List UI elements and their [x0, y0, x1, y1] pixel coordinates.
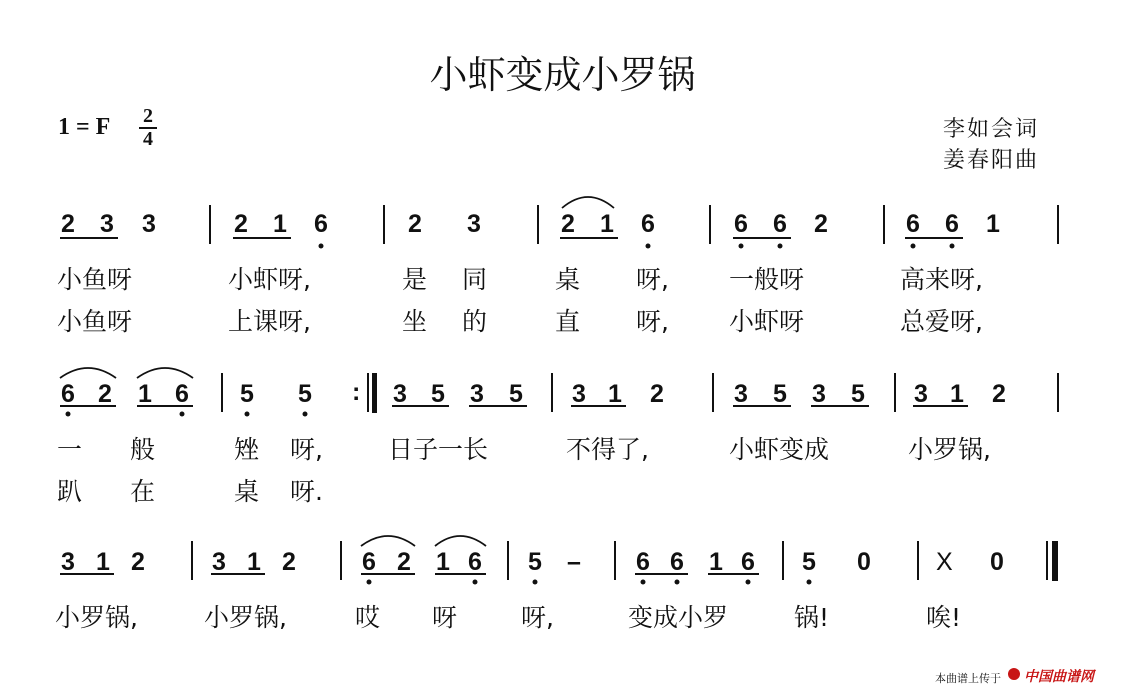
note: 3	[572, 380, 586, 408]
lyric: 呀,	[290, 435, 323, 464]
note: 2	[234, 210, 248, 238]
octave-dot	[911, 244, 916, 249]
note: 1	[138, 380, 152, 408]
note: 5	[851, 380, 865, 408]
octave-dot	[319, 244, 324, 249]
note: 2	[992, 380, 1006, 408]
lyric: 变成小罗	[628, 603, 729, 632]
note: 3	[212, 548, 226, 576]
song-title: 小虾变成小罗锅	[429, 53, 696, 97]
lyric: 唉!	[926, 603, 962, 632]
lyric: 一	[57, 435, 83, 464]
lyric: 呀	[432, 603, 458, 632]
octave-dot	[473, 580, 478, 585]
note: 2	[408, 210, 422, 238]
lyric: 一般呀	[729, 265, 805, 294]
note: 5	[509, 380, 523, 408]
note: 2	[814, 210, 828, 238]
note: 6	[362, 548, 376, 576]
lyric: 直	[555, 307, 581, 336]
lyric: 般	[130, 435, 156, 464]
lyric: 锅!	[794, 603, 830, 632]
note: 3	[812, 380, 826, 408]
note: 1	[950, 380, 964, 408]
watermark-site: 中国曲谱网	[1024, 668, 1094, 684]
note: 3	[734, 380, 748, 408]
meter-denominator: 4	[143, 128, 153, 150]
note: 6	[670, 548, 684, 576]
lyric: 呀,	[636, 307, 669, 336]
octave-dot	[950, 244, 955, 249]
note: 0	[990, 548, 1004, 576]
octave-dot	[807, 580, 812, 585]
note: 5	[802, 548, 816, 576]
note: 6	[741, 548, 755, 576]
note: 1	[273, 210, 287, 238]
note: X	[936, 548, 953, 576]
note: 3	[100, 210, 114, 238]
meter-numerator: 2	[143, 105, 153, 127]
lyric: 小虾呀,	[228, 265, 311, 294]
note: 6	[641, 210, 655, 238]
note: 5	[298, 380, 312, 408]
lyric: 小虾呀	[729, 307, 805, 336]
slur	[137, 368, 193, 378]
note: 5	[240, 380, 254, 408]
note: 2	[131, 548, 145, 576]
note: 5	[431, 380, 445, 408]
octave-dot	[739, 244, 744, 249]
note: 6	[773, 210, 787, 238]
note: 2	[282, 548, 296, 576]
octave-dot	[533, 580, 538, 585]
note: 5	[528, 548, 542, 576]
note: 2	[397, 548, 411, 576]
note: 1	[436, 548, 450, 576]
lyric: 同	[462, 265, 488, 294]
lyric: 桌	[555, 265, 581, 294]
note: 1	[96, 548, 110, 576]
lyric: 趴	[57, 477, 83, 506]
octave-dot	[303, 412, 308, 417]
slur	[60, 368, 116, 378]
lyric: 不得了,	[566, 435, 649, 464]
note: 2	[650, 380, 664, 408]
lyric: 呀.	[290, 477, 323, 506]
lyric: 呀,	[636, 265, 669, 294]
note: 3	[470, 380, 484, 408]
note: 6	[734, 210, 748, 238]
repeat-dots: :	[352, 378, 361, 406]
octave-dot	[66, 412, 71, 417]
slur	[361, 536, 415, 546]
note: 6	[468, 548, 482, 576]
note: 2	[98, 380, 112, 408]
lyric: 矬	[234, 435, 260, 464]
note: 3	[393, 380, 407, 408]
lyric: 总爱呀,	[900, 307, 983, 336]
note: 1	[709, 548, 723, 576]
octave-dot	[245, 412, 250, 417]
lyricist-credit: 李如会词	[943, 117, 1040, 142]
lyric: 上课呀,	[228, 307, 311, 336]
note: 6	[636, 548, 650, 576]
lyric: 小虾变成	[729, 435, 830, 464]
note: 1	[600, 210, 614, 238]
octave-dot	[778, 244, 783, 249]
lyric: 坐	[402, 307, 428, 336]
dash: –	[567, 548, 581, 576]
note: 6	[906, 210, 920, 238]
lyric: 呀,	[521, 603, 554, 632]
lyric: 小罗锅,	[908, 435, 991, 464]
note: 1	[608, 380, 622, 408]
note: 3	[142, 210, 156, 238]
note: 0	[857, 548, 871, 576]
lyric: 小罗锅,	[204, 603, 287, 632]
note: 2	[561, 210, 575, 238]
note: 3	[467, 210, 481, 238]
note: 3	[61, 548, 75, 576]
composer-credit: 姜春阳曲	[943, 148, 1040, 173]
slur	[562, 197, 614, 208]
octave-dot	[675, 580, 680, 585]
lyric: 小鱼呀	[57, 307, 133, 336]
repeat-barline-thick	[372, 373, 377, 413]
octave-dot	[180, 412, 185, 417]
note: 6	[61, 380, 75, 408]
note: 6	[945, 210, 959, 238]
lyric: 在	[130, 477, 156, 506]
lyric: 高来呀,	[900, 265, 983, 294]
lyric: 小罗锅,	[55, 603, 138, 632]
key-signature: 1 = F	[58, 114, 111, 140]
lyric: 小鱼呀	[57, 265, 133, 294]
note: 6	[314, 210, 328, 238]
octave-dot	[367, 580, 372, 585]
octave-dot	[641, 580, 646, 585]
note: 2	[61, 210, 75, 238]
note: 1	[247, 548, 261, 576]
lyric: 的	[462, 307, 488, 336]
octave-dot	[746, 580, 751, 585]
lyric: 哎	[355, 603, 381, 632]
slur	[435, 536, 486, 546]
watermark-text: 本曲谱上传于	[935, 673, 1001, 685]
lyric: 桌	[234, 477, 260, 506]
note: 5	[773, 380, 787, 408]
note: 3	[914, 380, 928, 408]
lyric: 是	[402, 265, 428, 294]
note: 1	[986, 210, 1000, 238]
final-barline-thick	[1052, 541, 1058, 581]
note: 6	[175, 380, 189, 408]
octave-dot	[646, 244, 651, 249]
lyric: 日子一长	[388, 435, 489, 464]
